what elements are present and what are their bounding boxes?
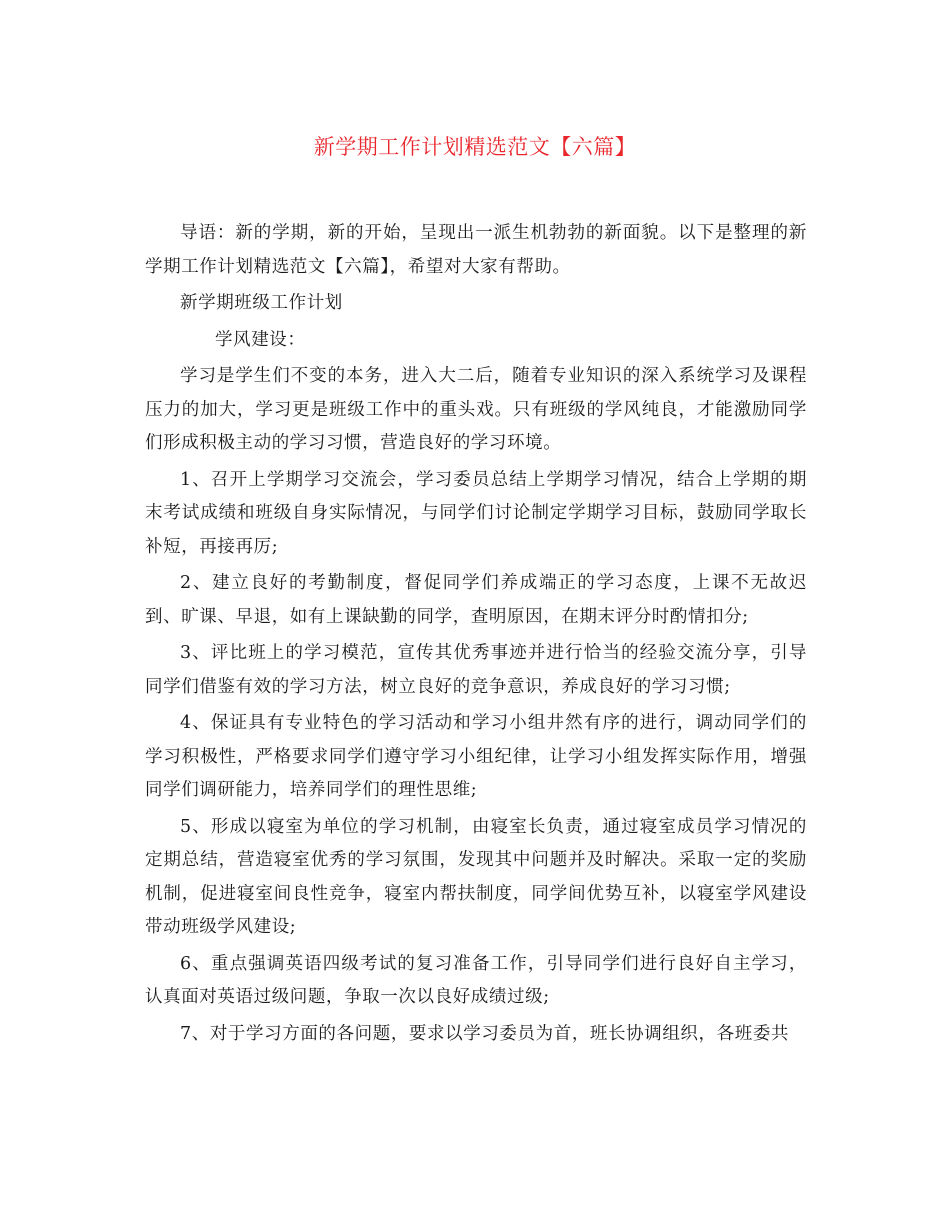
list-item-4: 4、保证具有专业特色的学习活动和学习小组井然有序的进行，调动同学们的学习积极性，严格要求同学们遵守学习小组纪律，让学习小组发挥实际作用，增强同学们调研能力，培养同学们的理性思维; bbox=[145, 713, 807, 800]
list-item-7: 7、对于学习方面的各问题，要求以学习委员为首，班长协调组织，各班委共 bbox=[180, 1023, 790, 1044]
list-item-2: 2、建立良好的考勤制度，督促同学们养成端正的学习态度，上课不无故迟到、旷课、早退，如有上课缺勤的同学，查明原因，在期末评分时酌情扣分; bbox=[145, 573, 807, 627]
list-item-3: 3、评比班上的学习模范，宣传其优秀事迹并进行恰当的经验交流分享，引导同学们借鉴有效的学习方法，树立良好的竞争意识，养成良好的学习习惯; bbox=[145, 643, 807, 697]
section-heading: 新学期班级工作计划 bbox=[180, 293, 343, 313]
document-title: 新学期工作计划精选范文【六篇】 bbox=[313, 135, 637, 159]
body-paragraph: 学习是学生们不变的本务，进入大二后，随着专业知识的深入系统学习及课程压力的加大，学习更是班级工作中的重头戏。只有班级的学风纯良，才能激励同学们形成积极主动的学习习惯，营造良好的学习环境。 bbox=[145, 366, 807, 453]
subsection-heading: 学风建设： bbox=[215, 329, 306, 350]
document-body bbox=[145, 217, 807, 1054]
intro-paragraph: 导语：新的学期，新的开始，呈现出一派生机勃勃的新面貌。以下是整理的新学期工作计划精选范文【六篇】，希望对大家有帮助。 bbox=[145, 223, 807, 277]
list-item-6: 6、重点强调英语四级考试的复习准备工作，引导同学们进行良好自主学习，认真面对英语过级问题，争取一次以良好成绩过级; bbox=[145, 953, 807, 1007]
list-item-5: 5、形成以寝室为单位的学习机制，由寝室长负责，通过寝室成员学习情况的定期总结，营造寝室优秀的学习氛围，发现其中问题并及时解决。采取一定的奖励机制，促进寝室间良性竞争，寝室内帮扶制度，同学间优势互补，以寝室学风建设带动班级学风建设; bbox=[145, 816, 807, 937]
list-item-1: 1、召开上学期学习交流会，学习委员总结上学期学习情况，结合上学期的期末考试成绩和班级自身实际情况，与同学们讨论制定学期学习目标，鼓励同学取长补短，再接再厉; bbox=[145, 469, 807, 557]
